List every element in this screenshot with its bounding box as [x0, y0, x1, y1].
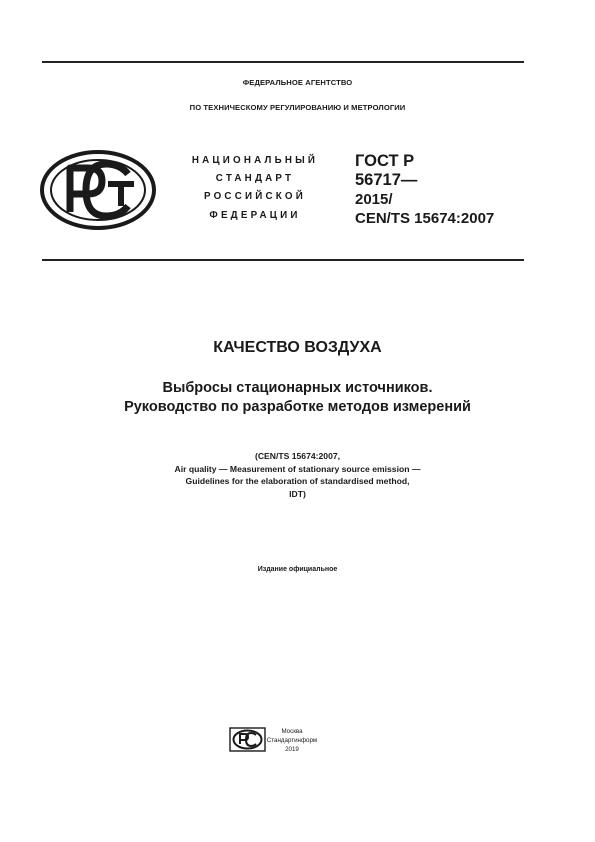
document-title: КАЧЕСТВО ВОЗДУХА	[213, 339, 382, 356]
designation-line-4: CEN/TS 15674:2007	[355, 210, 495, 227]
document-subtitle	[0, 379, 595, 417]
agency-line-2: ПО ТЕХНИЧЕСКОМУ РЕГУЛИРОВАНИЮ И МЕТРОЛОГИИ	[189, 103, 406, 112]
publisher-city: Москва	[281, 728, 303, 735]
national-line-1: НАЦИОНАЛЬНЫЙ	[191, 155, 319, 166]
subtitle-line-1: Выбросы стационарных источников.	[162, 380, 433, 396]
reference-line-1: (CEN/TS 15674:2007,	[254, 451, 341, 461]
reference-line-4: IDT)	[289, 488, 306, 499]
designation-line-3: 2015/	[355, 191, 393, 208]
standartinform-logo-icon	[229, 727, 266, 752]
national-line-4: ФЕДЕРАЦИИ	[209, 209, 301, 221]
designation-line-1: ГОСТ Р	[355, 152, 415, 170]
edition-note: Издание официальное	[257, 566, 338, 573]
standard-designation	[355, 152, 494, 228]
reference-line-2: Air quality — Measurement of stationary source emission —	[174, 463, 421, 474]
national-line-2: СТАНДАРТ	[215, 173, 295, 185]
publisher-name: Стандартинформ	[266, 737, 318, 744]
publisher-year: 2019	[285, 746, 299, 753]
rst-certification-mark-icon	[40, 150, 158, 230]
publisher-info	[262, 727, 322, 754]
international-reference	[0, 450, 595, 500]
middle-rule	[42, 259, 524, 261]
national-line-3: РОССИЙСКОЙ	[204, 191, 306, 203]
designation-line-2: 56717—	[355, 171, 418, 189]
agency-line-1: ФЕДЕРАЛЬНОЕ АГЕНТСТВО	[242, 78, 353, 87]
reference-line-3: Guidelines for the elaboration of standardised method,	[185, 476, 410, 486]
subtitle-line-2: Руководство по разработке методов измерений	[124, 399, 471, 415]
top-rule	[42, 61, 524, 63]
national-standard-label	[175, 152, 335, 225]
